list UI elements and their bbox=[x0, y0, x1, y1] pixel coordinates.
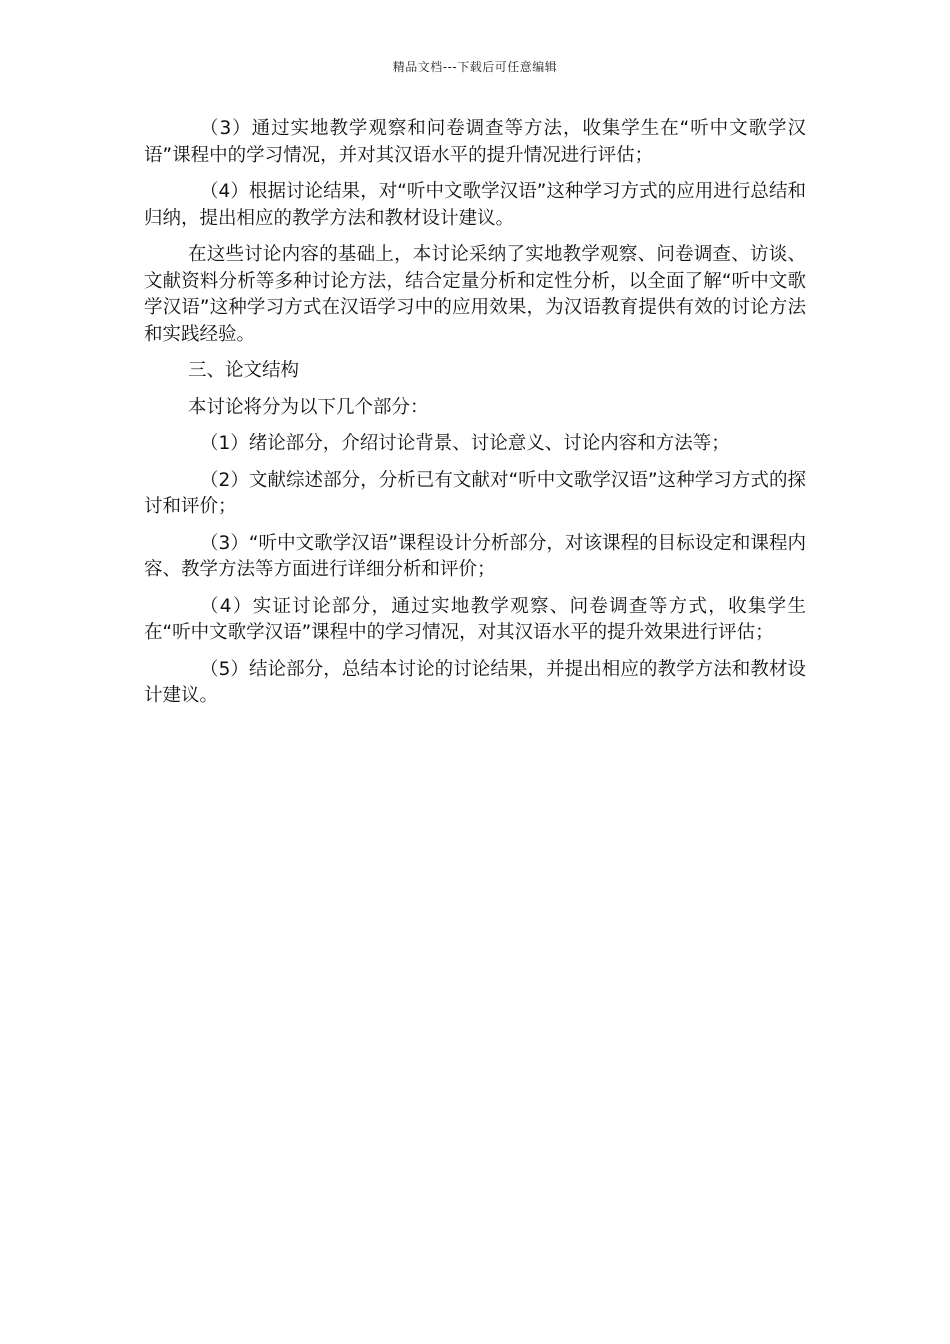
list-item-literature-review: （2）文献综述部分，分析已有文献对“听中文歌学汉语”这种学习方式的探讨和评价； bbox=[144, 469, 806, 517]
list-item-conclusion: （5）结论部分，总结本讨论的讨论结果，并提出相应的教学方法和教材设计建议。 bbox=[144, 658, 806, 706]
document-body bbox=[144, 116, 806, 720]
list-item-introduction: （1）绪论部分，介绍讨论背景、讨论意义、讨论内容和方法等； bbox=[200, 433, 730, 454]
paragraph-item-3-methods: （3）通过实地教学观察和问卷调查等方法，收集学生在“听中文歌学汉语”课程中的学习情况，并对其汉语水平的提升情况进行评估； bbox=[144, 118, 806, 166]
section-heading-thesis-structure: 三、论文结构 bbox=[188, 360, 300, 381]
paragraph-structure-intro: 本讨论将分为以下几个部分： bbox=[188, 396, 429, 418]
list-item-empirical-study: （4）实证讨论部分，通过实地教学观察、问卷调查等方式，收集学生在“听中文歌学汉语”课程中的学习情况，对其汉语水平的提升效果进行评估； bbox=[144, 595, 806, 643]
list-item-course-design: （3）“听中文歌学汉语”课程设计分析部分，对该课程的目标设定和课程内容、教学方法等方面进行详细分析和评价； bbox=[144, 532, 806, 580]
paragraph-research-approach: 在这些讨论内容的基础上，本讨论采纳了实地教学观察、问卷调查、访谈、文献资料分析等多种讨论方法，结合定量分析和定性分析，以全面了解“听中文歌学汉语”这种学习方式在汉语学习中的应用效果，为汉语教育提供有效的讨论方法和实践经验。 bbox=[144, 244, 806, 345]
page-header: 精品文档---下载后可任意编辑 bbox=[392, 60, 558, 74]
paragraph-item-4-summary: （4）根据讨论结果，对“听中文歌学汉语”这种学习方式的应用进行总结和归纳，提出相应的教学方法和教材设计建议。 bbox=[144, 181, 806, 229]
